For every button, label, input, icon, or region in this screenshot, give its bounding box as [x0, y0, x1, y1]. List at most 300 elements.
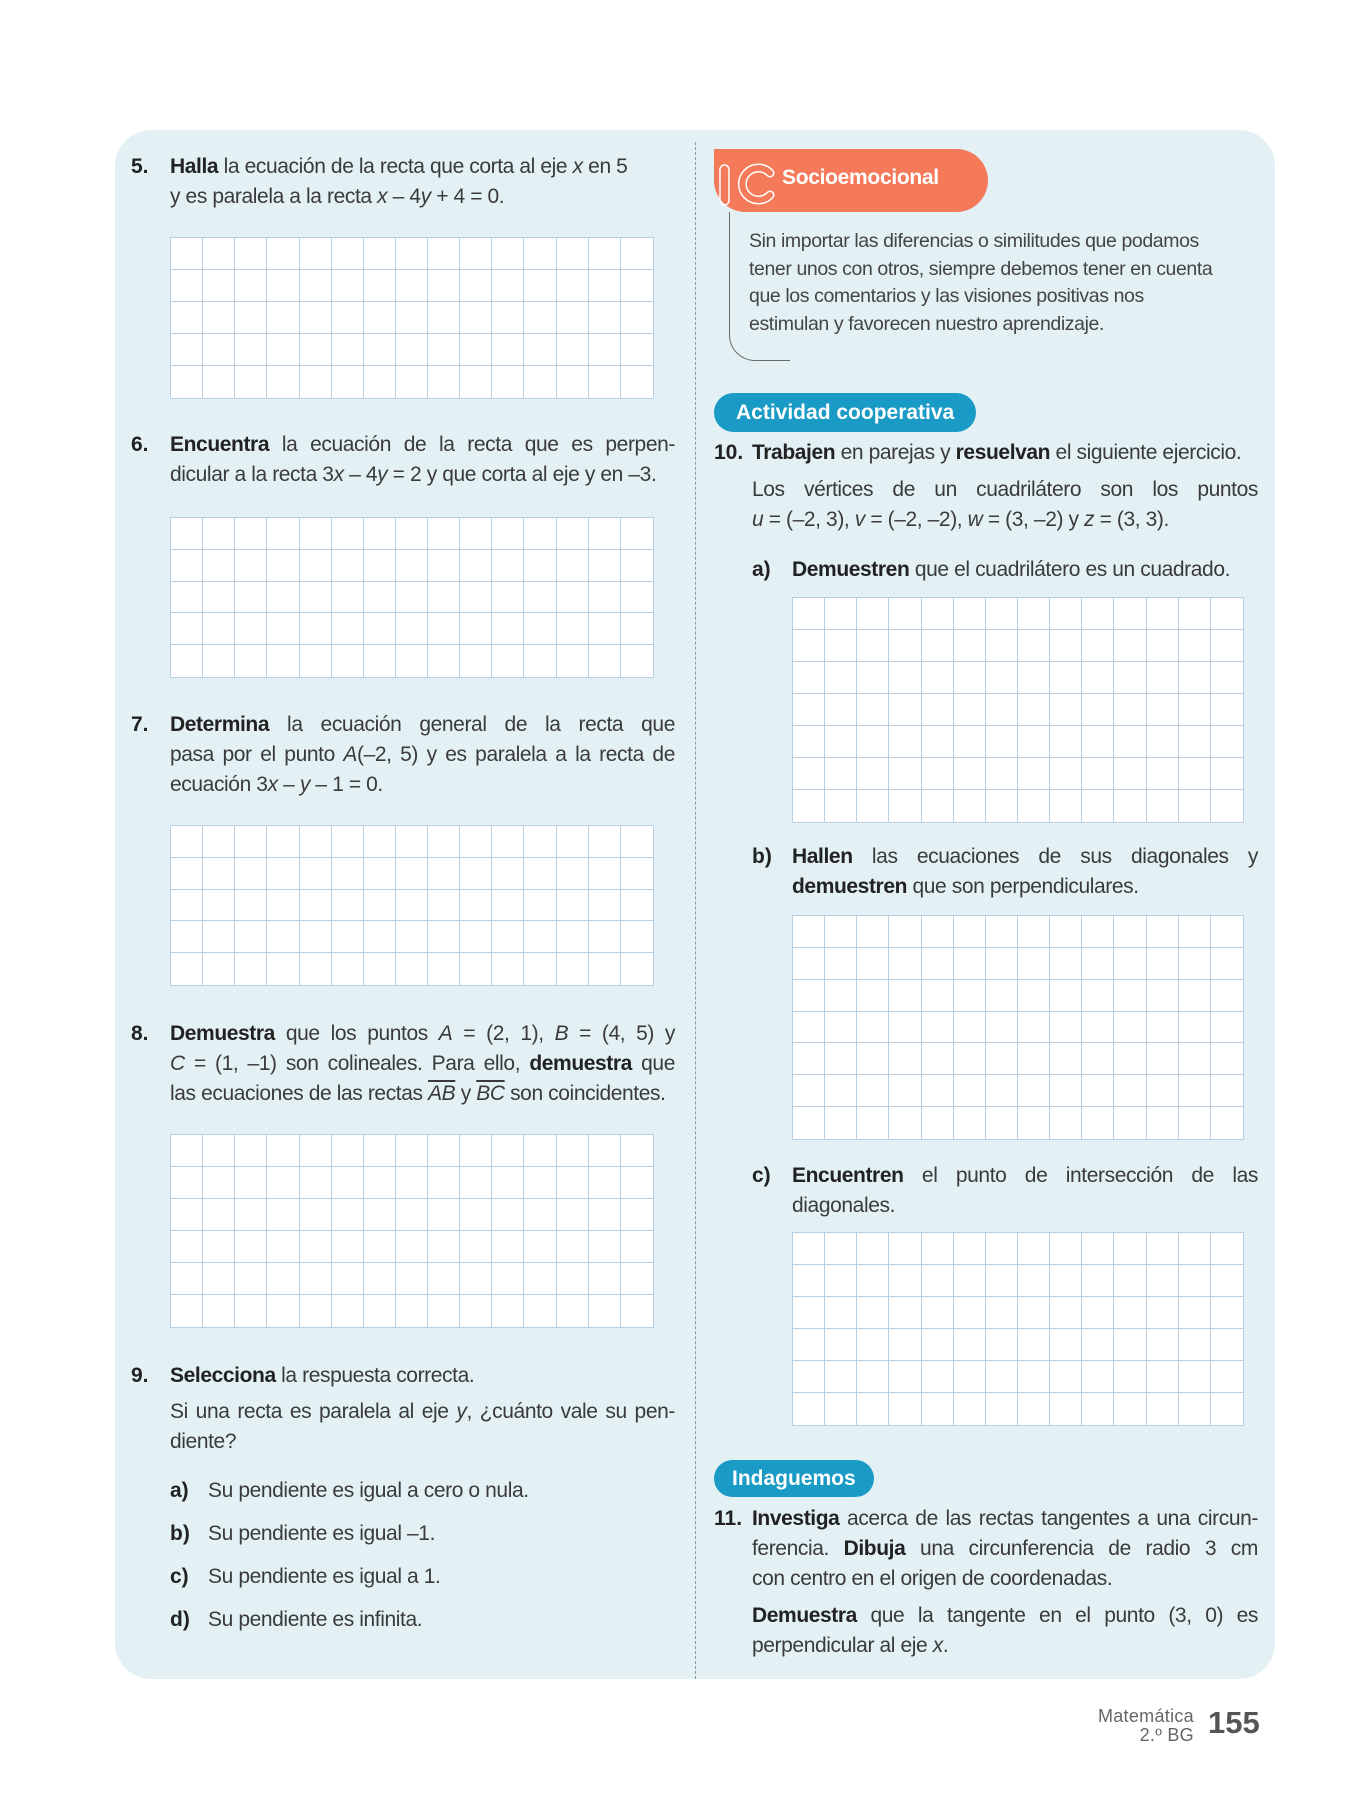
grid-cell	[235, 613, 267, 645]
grid-cell	[460, 238, 492, 270]
socioemocional-logo-icon	[718, 161, 778, 207]
grid-cell	[203, 518, 235, 550]
grid-cell	[1082, 1361, 1114, 1393]
grid-cell	[300, 921, 332, 953]
grid-cell	[1050, 694, 1082, 726]
grid-cell	[171, 1135, 203, 1167]
grid-cell	[300, 1295, 332, 1327]
grid-cell	[460, 1135, 492, 1167]
grid-cell	[922, 1393, 954, 1425]
grid-cell	[1211, 790, 1243, 822]
q6-number: 6.	[131, 433, 149, 456]
grid-cell	[524, 1199, 556, 1231]
grid-cell	[171, 645, 203, 677]
grid-cell	[332, 890, 364, 922]
grid-cell	[300, 1263, 332, 1295]
grid-cell	[364, 302, 396, 334]
grid-cell	[825, 916, 857, 948]
grid-cell	[332, 550, 364, 582]
grid-cell	[621, 518, 653, 550]
grid-cell	[524, 826, 556, 858]
grid-cell	[793, 1233, 825, 1265]
grid-cell	[889, 948, 921, 980]
grid-cell	[621, 826, 653, 858]
grid-cell	[1114, 630, 1146, 662]
grid-cell	[171, 890, 203, 922]
grid-cell	[1018, 662, 1050, 694]
grid-cell	[203, 858, 235, 890]
grid-cell	[557, 518, 589, 550]
grid-cell	[1179, 758, 1211, 790]
text-segment: – 1 = 0.	[309, 773, 383, 796]
grid-cell	[986, 916, 1018, 948]
math-term: z	[1084, 508, 1095, 531]
q10a-text	[792, 555, 1258, 585]
grid-cell	[492, 645, 524, 677]
grid-cell	[986, 726, 1018, 758]
grid-cell	[203, 366, 235, 398]
grid-cell	[825, 1393, 857, 1425]
grid-cell	[1082, 1393, 1114, 1425]
grid-cell	[922, 1233, 954, 1265]
grid-cell	[825, 630, 857, 662]
grid-cell	[1147, 1012, 1179, 1044]
math-term: x	[267, 773, 278, 796]
answer-grid-q6[interactable]	[170, 517, 654, 678]
grid-cell	[171, 921, 203, 953]
grid-cell	[235, 270, 267, 302]
text-segment: el punto de intersección de las	[903, 1164, 1258, 1187]
grid-cell	[428, 1263, 460, 1295]
grid-cell	[396, 645, 428, 677]
text-segment: = 2 y que corta al eje y en –3.	[387, 463, 657, 486]
text-segment: que los puntos	[274, 1022, 439, 1045]
grid-cell	[1147, 790, 1179, 822]
grid-cell	[857, 1107, 889, 1139]
grid-cell	[428, 613, 460, 645]
grid-cell	[1050, 916, 1082, 948]
text-segment: que son perpendiculares.	[907, 875, 1139, 898]
grid-cell	[1082, 1265, 1114, 1297]
text-line	[170, 430, 675, 460]
grid-cell	[589, 550, 621, 582]
grid-cell	[171, 518, 203, 550]
grid-cell	[557, 1263, 589, 1295]
grid-cell	[428, 858, 460, 890]
grid-cell	[1211, 1043, 1243, 1075]
bold-term: Encuentra	[170, 433, 270, 456]
math-term: y	[299, 773, 310, 796]
grid-cell	[793, 790, 825, 822]
bold-term: Demuestren	[792, 558, 910, 581]
grid-cell	[524, 366, 556, 398]
footer-subject	[1098, 1707, 1194, 1745]
grid-cell	[557, 890, 589, 922]
grid-cell	[557, 613, 589, 645]
grid-cell	[986, 1265, 1018, 1297]
grid-cell	[235, 518, 267, 550]
grid-cell	[793, 1297, 825, 1329]
grid-cell	[793, 1043, 825, 1075]
grid-cell	[396, 1295, 428, 1327]
grid-cell	[1050, 1075, 1082, 1107]
grid-cell	[492, 890, 524, 922]
text-segment: = (4, 5) y	[568, 1022, 676, 1045]
grid-cell	[235, 1135, 267, 1167]
grid-cell	[1179, 630, 1211, 662]
grid-cell	[364, 645, 396, 677]
grid-cell	[460, 550, 492, 582]
text-segment: y	[455, 1082, 477, 1105]
grid-cell	[922, 948, 954, 980]
grid-cell	[589, 1167, 621, 1199]
grid-cell	[954, 916, 986, 948]
grid-cell	[524, 1295, 556, 1327]
grid-cell	[1114, 790, 1146, 822]
grid-cell	[621, 1231, 653, 1263]
grid-cell	[300, 858, 332, 890]
grid-cell	[857, 1393, 889, 1425]
grid-cell	[267, 858, 299, 890]
grid-cell	[524, 1231, 556, 1263]
grid-cell	[954, 1233, 986, 1265]
grid-cell	[171, 1231, 203, 1263]
grid-cell	[1147, 1107, 1179, 1139]
grid-cell	[621, 890, 653, 922]
grid-cell	[825, 1297, 857, 1329]
math-term: u	[752, 508, 764, 531]
grid-cell	[524, 302, 556, 334]
grid-cell	[589, 518, 621, 550]
math-term: A	[438, 1022, 453, 1045]
grid-cell	[793, 630, 825, 662]
grid-cell	[460, 921, 492, 953]
grid-cell	[1211, 1075, 1243, 1107]
answer-grid-q7[interactable]	[170, 825, 654, 986]
grid-cell	[1147, 1361, 1179, 1393]
grid-cell	[300, 238, 332, 270]
text-segment: las ecuaciones de las rectas	[170, 1082, 429, 1105]
grid-cell	[621, 613, 653, 645]
grid-cell	[364, 1231, 396, 1263]
text-segment: ferencia.	[752, 1537, 844, 1560]
text-segment: que el cuadrilátero es un cuadrado.	[909, 558, 1231, 581]
grid-cell	[889, 1361, 921, 1393]
grid-cell	[889, 1265, 921, 1297]
grid-cell	[396, 858, 428, 890]
text-segment: que la tangente en el punto (3, 0) es	[856, 1604, 1258, 1627]
text-segment: y es paralela a la recta	[170, 185, 378, 208]
grid-cell	[954, 694, 986, 726]
grid-cell	[621, 953, 653, 985]
grid-cell	[986, 630, 1018, 662]
grid-cell	[1211, 726, 1243, 758]
grid-cell	[396, 550, 428, 582]
option-b[interactable]: Su pendiente es igual –1.	[208, 1522, 436, 1545]
grid-cell	[1018, 694, 1050, 726]
grid-cell	[621, 270, 653, 302]
grid-cell	[1147, 1043, 1179, 1075]
answer-grid-q10a[interactable]	[792, 597, 1244, 823]
grid-cell	[1211, 1329, 1243, 1361]
grid-cell	[922, 916, 954, 948]
grid-cell	[1082, 1075, 1114, 1107]
grid-cell	[524, 921, 556, 953]
grid-cell	[793, 598, 825, 630]
grid-cell	[460, 1263, 492, 1295]
grid-cell	[1018, 1361, 1050, 1393]
grid-cell	[825, 980, 857, 1012]
q5-text	[170, 152, 675, 212]
grid-cell	[1114, 1265, 1146, 1297]
grid-cell	[1050, 948, 1082, 980]
grid-cell	[492, 1295, 524, 1327]
grid-cell	[1114, 1107, 1146, 1139]
grid-cell	[1147, 726, 1179, 758]
grid-cell	[203, 613, 235, 645]
grid-cell	[396, 582, 428, 614]
text-segment: una circunferencia de radio 3 cm	[905, 1537, 1258, 1560]
grid-cell	[1018, 726, 1050, 758]
option-c[interactable]: Su pendiente es igual a 1.	[208, 1565, 441, 1588]
grid-cell	[954, 1075, 986, 1107]
grid-cell	[1050, 1393, 1082, 1425]
q11-text	[752, 1504, 1258, 1594]
grid-cell	[986, 1107, 1018, 1139]
q10b-letter: b)	[752, 845, 772, 868]
grid-cell	[332, 953, 364, 985]
grid-cell	[1114, 1075, 1146, 1107]
grid-cell	[364, 613, 396, 645]
math-term: B	[554, 1022, 569, 1045]
grid-cell	[332, 302, 364, 334]
grid-cell	[235, 550, 267, 582]
grid-cell	[1082, 694, 1114, 726]
answer-grid-q10b[interactable]	[792, 915, 1244, 1140]
grid-cell	[1082, 1043, 1114, 1075]
grid-cell	[364, 1135, 396, 1167]
grid-cell	[1050, 598, 1082, 630]
text-segment: .	[942, 1634, 949, 1657]
grid-cell	[396, 613, 428, 645]
grid-cell	[1082, 726, 1114, 758]
grid-cell	[1179, 1043, 1211, 1075]
grid-cell	[364, 366, 396, 398]
grid-cell	[460, 1167, 492, 1199]
q10c-text	[792, 1161, 1258, 1221]
grid-cell	[524, 953, 556, 985]
grid-cell	[1114, 916, 1146, 948]
grid-cell	[171, 334, 203, 366]
grid-cell	[621, 366, 653, 398]
grid-cell	[396, 890, 428, 922]
grid-cell	[267, 953, 299, 985]
grid-cell	[857, 1329, 889, 1361]
answer-grid-q5[interactable]	[170, 237, 654, 399]
grid-cell	[589, 953, 621, 985]
grid-cell	[235, 334, 267, 366]
grid-cell	[557, 366, 589, 398]
grid-cell	[171, 1295, 203, 1327]
grid-cell	[267, 550, 299, 582]
grid-cell	[621, 582, 653, 614]
grid-cell	[1082, 758, 1114, 790]
grid-cell	[203, 1135, 235, 1167]
grid-cell	[1211, 662, 1243, 694]
option-d-letter: d)	[170, 1608, 190, 1631]
grid-cell	[235, 858, 267, 890]
grid-cell	[203, 953, 235, 985]
text-line	[752, 1601, 1258, 1631]
option-d[interactable]: Su pendiente es infinita.	[208, 1608, 423, 1631]
grid-cell	[889, 1329, 921, 1361]
grid-cell	[524, 613, 556, 645]
grid-cell	[857, 1361, 889, 1393]
grid-cell	[589, 582, 621, 614]
grid-cell	[557, 302, 589, 334]
grid-cell	[889, 1297, 921, 1329]
math-term: x	[377, 185, 388, 208]
grid-cell	[557, 334, 589, 366]
answer-grid-q8[interactable]	[170, 1134, 654, 1328]
text-line	[749, 256, 1212, 284]
grid-cell	[396, 238, 428, 270]
grid-cell	[857, 948, 889, 980]
math-term: $\overline{BC}$	[476, 1082, 505, 1105]
grid-cell	[460, 302, 492, 334]
grid-cell	[857, 1012, 889, 1044]
grid-cell	[793, 662, 825, 694]
grid-cell	[460, 613, 492, 645]
text-segment: = (3, –2) y	[982, 508, 1085, 531]
grid-cell	[332, 1263, 364, 1295]
grid-cell	[524, 645, 556, 677]
grid-cell	[1018, 1329, 1050, 1361]
grid-cell	[1211, 980, 1243, 1012]
grid-cell	[332, 1295, 364, 1327]
grid-cell	[203, 1295, 235, 1327]
math-term: y	[377, 463, 388, 486]
grid-cell	[825, 1329, 857, 1361]
text-segment: (–2, 5) y es paralela a la recta de	[357, 743, 675, 766]
grid-cell	[857, 980, 889, 1012]
q5-number: 5.	[131, 155, 149, 178]
text-segment: que	[631, 1052, 675, 1075]
grid-cell	[857, 662, 889, 694]
grid-cell	[364, 518, 396, 550]
grid-cell	[621, 238, 653, 270]
q10-text	[752, 438, 1258, 468]
text-segment: perpendicular al eje	[752, 1634, 933, 1657]
grid-cell	[1082, 630, 1114, 662]
grid-cell	[300, 582, 332, 614]
column-divider	[695, 142, 696, 1679]
grid-cell	[589, 826, 621, 858]
grid-cell	[171, 1199, 203, 1231]
grid-cell	[267, 826, 299, 858]
text-segment: en 5	[582, 155, 628, 178]
grid-cell	[332, 645, 364, 677]
grid-cell	[396, 1231, 428, 1263]
grid-cell	[589, 366, 621, 398]
grid-cell	[300, 1231, 332, 1263]
grid-cell	[889, 598, 921, 630]
text-line	[792, 842, 1258, 872]
grid-cell	[235, 302, 267, 334]
grid-cell	[621, 858, 653, 890]
grid-cell	[889, 726, 921, 758]
grid-cell	[857, 758, 889, 790]
grid-cell	[300, 270, 332, 302]
grid-cell	[1018, 1393, 1050, 1425]
grid-cell	[1211, 694, 1243, 726]
grid-cell	[825, 1012, 857, 1044]
grid-cell	[396, 1263, 428, 1295]
grid-cell	[492, 1135, 524, 1167]
grid-cell	[460, 334, 492, 366]
text-segment: diagonales.	[792, 1194, 896, 1217]
grid-cell	[986, 980, 1018, 1012]
option-a[interactable]: Su pendiente es igual a cero o nula.	[208, 1479, 529, 1502]
grid-cell	[1018, 980, 1050, 1012]
text-line	[752, 1534, 1258, 1564]
grid-cell	[428, 550, 460, 582]
grid-cell	[364, 1263, 396, 1295]
grid-cell	[589, 1199, 621, 1231]
grid-cell	[1147, 758, 1179, 790]
option-c-letter: c)	[170, 1565, 189, 1588]
grid-cell	[986, 758, 1018, 790]
grid-cell	[922, 1265, 954, 1297]
grid-cell	[1082, 948, 1114, 980]
grid-cell	[621, 1135, 653, 1167]
grid-cell	[267, 1199, 299, 1231]
grid-cell	[1211, 1107, 1243, 1139]
grid-cell	[428, 1199, 460, 1231]
grid-cell	[793, 948, 825, 980]
grid-cell	[1050, 1012, 1082, 1044]
bold-term: Demuestra	[170, 1022, 275, 1045]
grid-cell	[300, 1135, 332, 1167]
grid-cell	[922, 694, 954, 726]
grid-cell	[1114, 1233, 1146, 1265]
grid-cell	[557, 953, 589, 985]
grid-cell	[589, 1263, 621, 1295]
grid-cell	[364, 1167, 396, 1199]
grid-cell	[267, 366, 299, 398]
grid-cell	[889, 980, 921, 1012]
grid-cell	[954, 1297, 986, 1329]
grid-cell	[396, 270, 428, 302]
answer-grid-q10c[interactable]	[792, 1232, 1244, 1426]
grid-cell	[524, 890, 556, 922]
grid-cell	[986, 662, 1018, 694]
bold-term: Selecciona	[170, 1364, 276, 1387]
grid-cell	[557, 1135, 589, 1167]
math-term: C	[170, 1052, 185, 1075]
grid-cell	[492, 270, 524, 302]
grid-cell	[557, 826, 589, 858]
grid-cell	[460, 270, 492, 302]
grid-cell	[171, 1167, 203, 1199]
grid-cell	[589, 1135, 621, 1167]
grid-cell	[332, 858, 364, 890]
grid-cell	[524, 858, 556, 890]
grid-cell	[460, 645, 492, 677]
text-segment: diente?	[170, 1430, 237, 1453]
q7-text	[170, 710, 675, 800]
grid-cell	[235, 1199, 267, 1231]
